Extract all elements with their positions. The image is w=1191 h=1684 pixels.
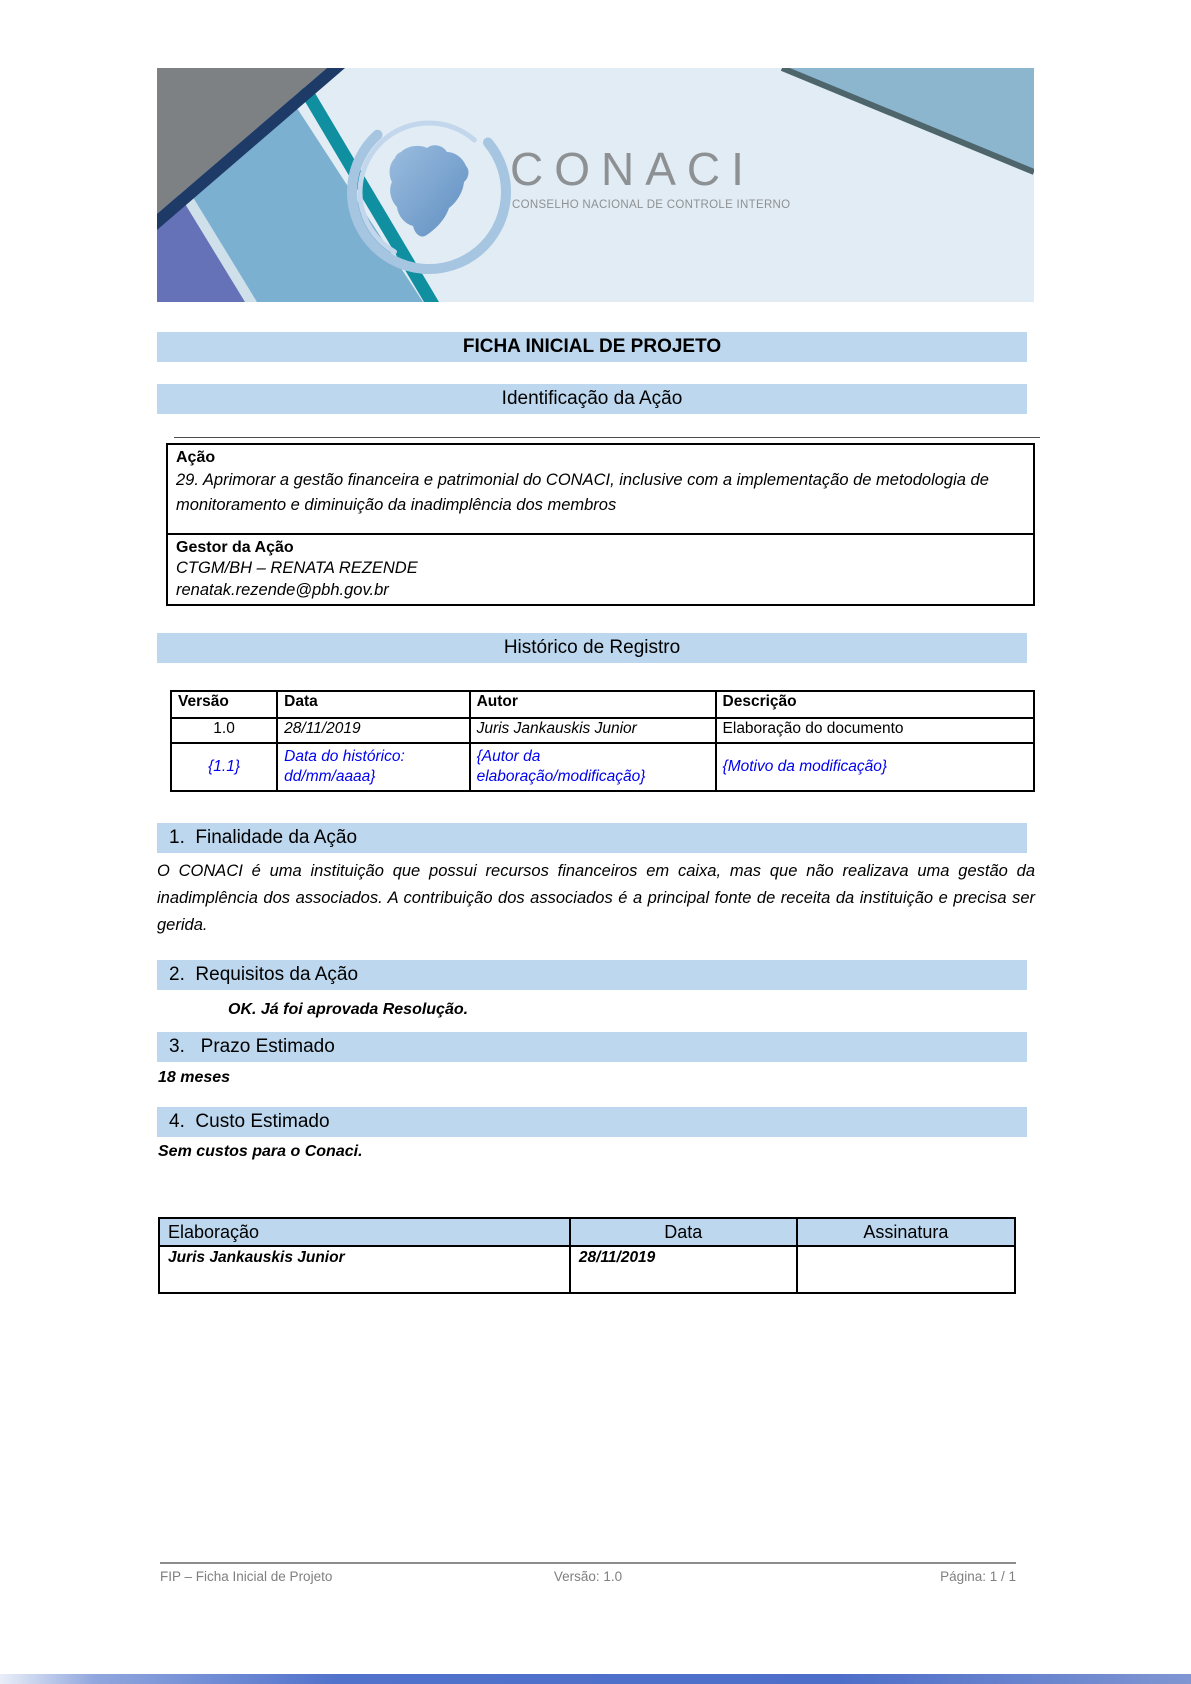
history-col-versao: Versão: [171, 691, 277, 718]
section-3-header: 3. Prazo Estimado: [157, 1032, 1027, 1062]
footer-divider: [160, 1562, 1016, 1564]
history-versao: {1.1}: [171, 743, 277, 791]
logo-wordmark: CONACI: [510, 143, 755, 195]
history-data: Data do histórico: dd/mm/aaaa}: [277, 743, 469, 791]
section-4-body: Sem custos para o Conaci.: [158, 1143, 363, 1160]
footer-doc-name: FIP – Ficha Inicial de Projeto: [160, 1569, 333, 1584]
history-autor: {Autor da elaboração/modificação}: [470, 743, 716, 791]
logo-subtitle: CONSELHO NACIONAL DE CONTROLE INTERNO: [512, 199, 791, 211]
section-2-header: 2. Requisitos da Ação: [157, 960, 1027, 990]
signature-col-elaboracao: Elaboração: [159, 1218, 570, 1246]
signature-col-assinatura: Assinatura: [797, 1218, 1015, 1246]
history-versao: 1.0: [171, 718, 277, 743]
section-header-identificacao: Identificação da Ação: [157, 384, 1027, 414]
gestor-label: Gestor da Ação: [176, 539, 294, 556]
section-2-body: OK. Já foi aprovada Resolução.: [228, 1001, 469, 1018]
history-data: 28/11/2019: [277, 718, 469, 743]
signature-header-row: [159, 1218, 1015, 1246]
history-row: [171, 718, 1034, 743]
section-3-body: 18 meses: [158, 1069, 231, 1086]
history-table: [170, 690, 1035, 792]
acao-label: Ação: [176, 449, 216, 466]
history-descricao: {Motivo da modificação}: [716, 743, 1034, 791]
gestor-email[interactable]: renatak.rezende@pbh.gov.br: [176, 580, 389, 599]
history-col-data: Data: [277, 691, 469, 718]
footer-version: Versão: 1.0: [553, 1569, 623, 1584]
history-row: [171, 743, 1034, 791]
acao-box-shadow-line: [174, 437, 1040, 438]
footer: [160, 1569, 1016, 1584]
history-header-row: [171, 691, 1034, 718]
signature-table: [158, 1217, 1016, 1294]
acao-text: 29. Aprimorar a gestão financeira e patrimonial do CONACI, inclusive com a implementação de metodologia de monitoramento e diminuição da inadimplência dos membros: [176, 471, 989, 514]
acao-cell: [168, 445, 1033, 535]
signature-col-data: Data: [570, 1218, 797, 1246]
history-descricao: Elaboração do documento: [716, 718, 1034, 743]
signature-empty-cell: [797, 1246, 1015, 1293]
section-header-historico: Histórico de Registro: [157, 633, 1027, 663]
history-col-descricao: Descrição: [716, 691, 1034, 718]
section-1-body: O CONACI é uma instituição que possui recursos financeiros em caixa, mas que não realizava uma gestão da inadimplência dos associados. A contribuição dos associados é a principal fonte de receita da instituição e precisa ser gerida.: [157, 862, 1035, 934]
signature-row: [159, 1246, 1015, 1293]
signature-name: Juris Jankauskis Junior: [159, 1246, 570, 1293]
gestor-name: CTGM/BH – RENATA REZENDE: [176, 559, 418, 577]
signature-date: 28/11/2019: [570, 1246, 797, 1293]
document-title-bar: FICHA INICIAL DE PROJETO: [157, 332, 1027, 362]
section-4-header: 4. Custo Estimado: [157, 1107, 1027, 1137]
gestor-cell: [168, 535, 1033, 604]
footer-page-number: Página: 1 / 1: [940, 1569, 1016, 1584]
section-1-header: 1. Finalidade da Ação: [157, 823, 1027, 853]
page-bottom-strip: [0, 1674, 1191, 1684]
history-col-autor: Autor: [470, 691, 716, 718]
history-autor: Juris Jankauskis Junior: [470, 718, 716, 743]
acao-table: [166, 443, 1035, 606]
